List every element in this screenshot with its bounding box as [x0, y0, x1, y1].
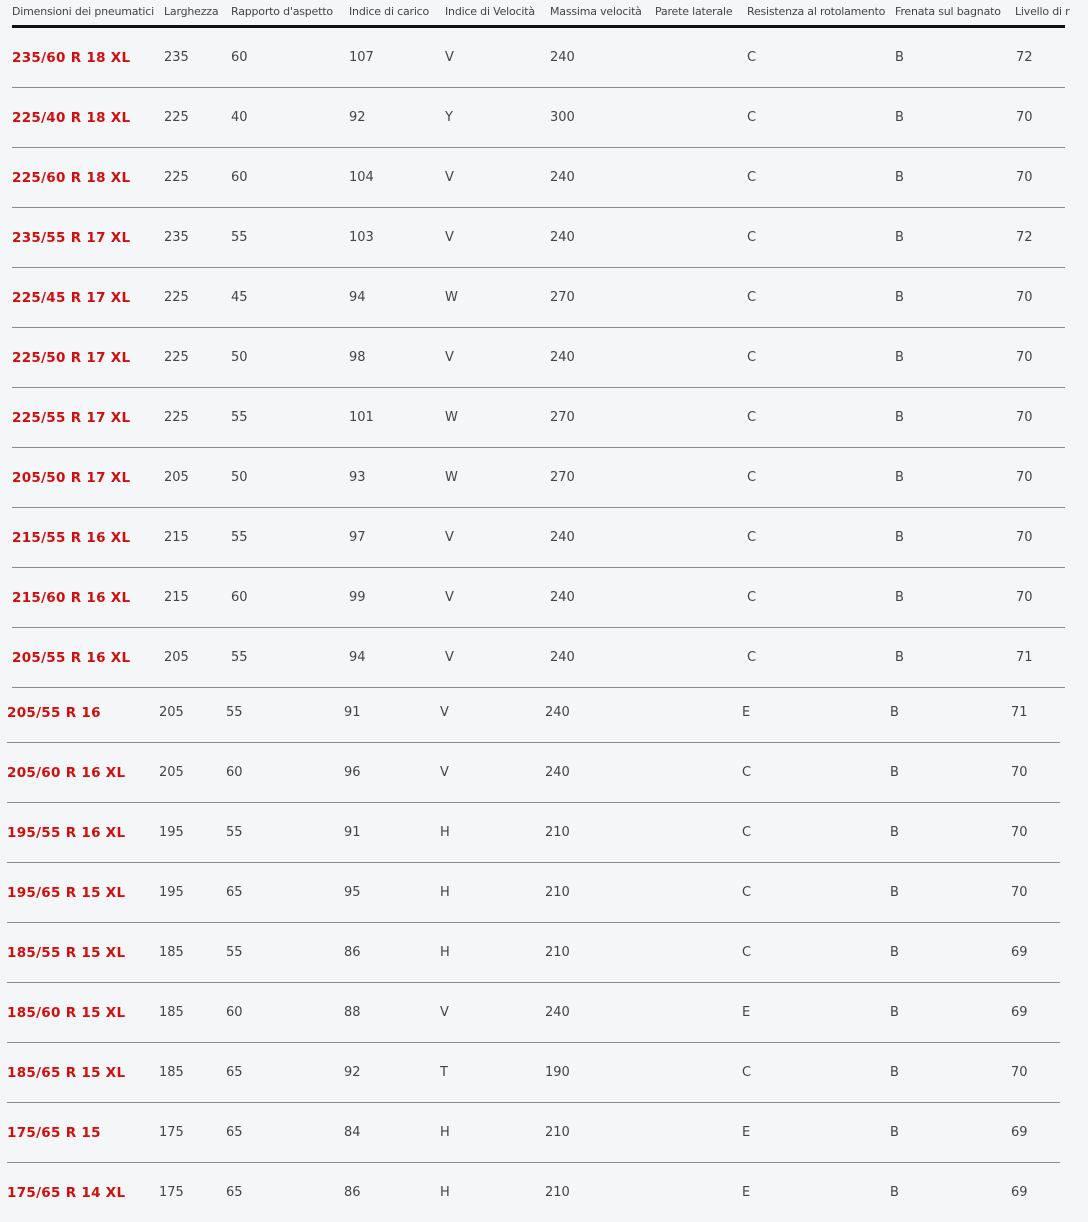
cell-larghezza: 195 — [159, 885, 184, 900]
cell-rapporto: 65 — [226, 1125, 243, 1140]
cell-larghezza: 215 — [164, 590, 189, 605]
cell-carico: 88 — [344, 1005, 361, 1020]
cell-larghezza: 185 — [159, 1005, 184, 1020]
cell-size[interactable]: 235/55 R 17 XL — [12, 230, 131, 246]
table-row — [12, 208, 1065, 268]
cell-larghezza: 225 — [164, 110, 189, 125]
cell-carico: 97 — [349, 530, 366, 545]
cell-velocita-max: 240 — [550, 590, 575, 605]
cell-rapporto: 60 — [231, 50, 248, 65]
cell-carico: 104 — [349, 170, 374, 185]
cell-frenata: B — [895, 230, 904, 245]
cell-velocita-indice: W — [445, 290, 458, 305]
cell-velocita-indice: V — [445, 590, 454, 605]
cell-frenata: B — [895, 650, 904, 665]
cell-carico: 103 — [349, 230, 374, 245]
cell-carico: 93 — [349, 470, 366, 485]
cell-frenata: B — [895, 290, 904, 305]
cell-resistenza: C — [742, 765, 752, 780]
cell-velocita-indice: Y — [445, 110, 453, 125]
cell-carico: 92 — [344, 1065, 361, 1080]
cell-size[interactable]: 205/55 R 16 XL — [12, 650, 131, 666]
cell-frenata: B — [890, 1185, 899, 1200]
cell-carico: 107 — [349, 50, 374, 65]
cell-frenata: B — [895, 590, 904, 605]
cell-rumore: 71 — [1016, 650, 1033, 665]
cell-rapporto: 60 — [231, 590, 248, 605]
cell-velocita-indice: H — [440, 1185, 450, 1200]
table-row — [7, 743, 1060, 803]
cell-rumore: 70 — [1016, 470, 1033, 485]
cell-velocita-indice: W — [445, 410, 458, 425]
cell-carico: 95 — [344, 885, 361, 900]
table-row — [7, 1043, 1060, 1103]
cell-resistenza: C — [747, 290, 757, 305]
cell-size[interactable]: 185/65 R 15 XL — [7, 1065, 126, 1081]
table-row — [7, 923, 1060, 983]
cell-frenata: B — [895, 170, 904, 185]
cell-resistenza: C — [747, 590, 757, 605]
cell-size[interactable]: 175/65 R 15 — [7, 1125, 101, 1141]
cell-resistenza: C — [747, 650, 757, 665]
cell-larghezza: 205 — [159, 705, 184, 720]
cell-velocita-indice: V — [440, 1005, 449, 1020]
cell-rapporto: 55 — [231, 230, 248, 245]
cell-rumore: 70 — [1016, 590, 1033, 605]
cell-larghezza: 205 — [159, 765, 184, 780]
cell-frenata: B — [890, 1065, 899, 1080]
table-row — [12, 328, 1065, 388]
cell-velocita-max: 240 — [550, 170, 575, 185]
table-row — [12, 148, 1065, 208]
header-dimensioni: Dimensioni dei pneumatici — [12, 5, 154, 18]
cell-velocita-indice: H — [440, 945, 450, 960]
cell-frenata: B — [895, 110, 904, 125]
cell-rumore: 69 — [1011, 1185, 1028, 1200]
cell-frenata: B — [890, 765, 899, 780]
cell-frenata: B — [890, 885, 899, 900]
cell-larghezza: 235 — [164, 50, 189, 65]
cell-carico: 99 — [349, 590, 366, 605]
cell-size[interactable]: 195/55 R 16 XL — [7, 825, 126, 841]
cell-resistenza: E — [742, 1185, 751, 1200]
cell-velocita-max: 240 — [550, 650, 575, 665]
cell-resistenza: C — [747, 350, 757, 365]
cell-velocita-max: 210 — [545, 1185, 570, 1200]
cell-rumore: 70 — [1016, 170, 1033, 185]
cell-larghezza: 205 — [164, 470, 189, 485]
cell-carico: 92 — [349, 110, 366, 125]
cell-rumore: 72 — [1016, 50, 1033, 65]
table-row — [12, 268, 1065, 328]
cell-carico: 94 — [349, 290, 366, 305]
cell-velocita-max: 240 — [550, 530, 575, 545]
cell-rumore: 70 — [1011, 825, 1028, 840]
cell-velocita-max: 240 — [550, 50, 575, 65]
cell-rumore: 69 — [1011, 945, 1028, 960]
cell-size[interactable]: 195/65 R 15 XL — [7, 885, 126, 901]
cell-resistenza: C — [747, 50, 757, 65]
cell-resistenza: C — [742, 1065, 752, 1080]
table-row — [12, 448, 1065, 508]
cell-rapporto: 60 — [231, 170, 248, 185]
cell-velocita-max: 190 — [545, 1065, 570, 1080]
cell-rapporto: 55 — [226, 705, 243, 720]
cell-resistenza: C — [742, 825, 752, 840]
cell-velocita-indice: V — [445, 350, 454, 365]
cell-size[interactable]: 205/55 R 16 — [7, 705, 101, 721]
table-row — [7, 1163, 1060, 1222]
cell-frenata: B — [895, 530, 904, 545]
header-massima-velocita: Massima velocità — [550, 5, 642, 18]
cell-rumore: 70 — [1011, 765, 1028, 780]
cell-size[interactable]: 185/55 R 15 XL — [7, 945, 126, 961]
cell-size[interactable]: 205/50 R 17 XL — [12, 470, 131, 486]
cell-larghezza: 225 — [164, 290, 189, 305]
cell-velocita-indice: V — [445, 230, 454, 245]
cell-resistenza: C — [747, 170, 757, 185]
cell-rumore: 69 — [1011, 1005, 1028, 1020]
cell-rumore: 69 — [1011, 1125, 1028, 1140]
cell-velocita-max: 210 — [545, 825, 570, 840]
cell-frenata: B — [890, 825, 899, 840]
cell-rumore: 70 — [1016, 350, 1033, 365]
cell-size[interactable]: 215/55 R 16 XL — [12, 530, 131, 546]
header-rapporto-aspetto: Rapporto d'aspetto — [231, 5, 333, 18]
cell-resistenza: C — [747, 530, 757, 545]
cell-larghezza: 175 — [159, 1125, 184, 1140]
cell-velocita-indice: T — [440, 1065, 448, 1080]
cell-rumore: 70 — [1016, 290, 1033, 305]
cell-velocita-max: 300 — [550, 110, 575, 125]
cell-velocita-max: 210 — [545, 945, 570, 960]
cell-resistenza: E — [742, 705, 751, 720]
cell-size[interactable]: 185/60 R 15 XL — [7, 1005, 126, 1021]
cell-size[interactable]: 225/55 R 17 XL — [12, 410, 131, 426]
cell-resistenza: E — [742, 1005, 751, 1020]
cell-resistenza: C — [742, 885, 752, 900]
cell-resistenza: C — [747, 470, 757, 485]
cell-carico: 84 — [344, 1125, 361, 1140]
table-header — [0, 0, 1088, 24]
cell-frenata: B — [895, 470, 904, 485]
cell-rapporto: 45 — [231, 290, 248, 305]
table-row — [7, 863, 1060, 923]
cell-velocita-indice: H — [440, 1125, 450, 1140]
cell-rapporto: 60 — [226, 765, 243, 780]
cell-larghezza: 195 — [159, 825, 184, 840]
cell-velocita-max: 240 — [545, 1005, 570, 1020]
cell-larghezza: 185 — [159, 1065, 184, 1080]
cell-rapporto: 55 — [231, 650, 248, 665]
cell-frenata: B — [895, 350, 904, 365]
cell-rapporto: 65 — [226, 1065, 243, 1080]
cell-frenata: B — [890, 1125, 899, 1140]
cell-larghezza: 225 — [164, 350, 189, 365]
header-indice-carico: Indice di carico — [349, 5, 430, 18]
header-livello-rumore: Livello di r — [1015, 5, 1070, 18]
cell-resistenza: C — [747, 230, 757, 245]
table-row — [7, 803, 1060, 863]
header-frenata-bagnato: Frenata sul bagnato — [895, 5, 1001, 18]
cell-carico: 86 — [344, 1185, 361, 1200]
table-row — [12, 88, 1065, 148]
cell-resistenza: C — [747, 110, 757, 125]
cell-velocita-indice: V — [445, 170, 454, 185]
cell-rumore: 70 — [1011, 885, 1028, 900]
table-row — [12, 28, 1065, 88]
cell-velocita-indice: V — [440, 705, 449, 720]
cell-rapporto: 55 — [231, 530, 248, 545]
cell-resistenza: C — [742, 945, 752, 960]
cell-velocita-max: 240 — [545, 765, 570, 780]
cell-carico: 96 — [344, 765, 361, 780]
cell-size[interactable]: 225/45 R 17 XL — [12, 290, 131, 306]
cell-rumore: 70 — [1016, 410, 1033, 425]
header-indice-velocita: Indice di Velocità — [445, 5, 535, 18]
cell-carico: 86 — [344, 945, 361, 960]
cell-rapporto: 60 — [226, 1005, 243, 1020]
cell-carico: 94 — [349, 650, 366, 665]
cell-velocita-max: 210 — [545, 1125, 570, 1140]
cell-velocita-max: 240 — [550, 350, 575, 365]
cell-rumore: 70 — [1016, 110, 1033, 125]
cell-carico: 101 — [349, 410, 374, 425]
cell-size[interactable]: 175/65 R 14 XL — [7, 1185, 126, 1201]
cell-size[interactable]: 215/60 R 16 XL — [12, 590, 131, 606]
cell-rumore: 71 — [1011, 705, 1028, 720]
table-row — [12, 388, 1065, 448]
cell-frenata: B — [890, 705, 899, 720]
cell-rapporto: 50 — [231, 470, 248, 485]
cell-size[interactable]: 205/60 R 16 XL — [7, 765, 126, 781]
table-row — [7, 983, 1060, 1043]
cell-velocita-indice: W — [445, 470, 458, 485]
cell-size[interactable]: 225/40 R 18 XL — [12, 110, 131, 126]
cell-carico: 91 — [344, 705, 361, 720]
cell-velocita-indice: V — [440, 765, 449, 780]
header-resistenza-rotolamento: Resistenza al rotolamento — [747, 5, 886, 18]
cell-size[interactable]: 235/60 R 18 XL — [12, 50, 131, 66]
header-larghezza: Larghezza — [164, 5, 219, 18]
cell-size[interactable]: 225/50 R 17 XL — [12, 350, 131, 366]
table-row — [7, 688, 1060, 743]
cell-size[interactable]: 225/60 R 18 XL — [12, 170, 131, 186]
cell-velocita-max: 270 — [550, 290, 575, 305]
cell-larghezza: 225 — [164, 170, 189, 185]
cell-larghezza: 205 — [164, 650, 189, 665]
cell-larghezza: 185 — [159, 945, 184, 960]
cell-rumore: 70 — [1011, 1065, 1028, 1080]
cell-frenata: B — [890, 945, 899, 960]
cell-frenata: B — [895, 410, 904, 425]
cell-rumore: 72 — [1016, 230, 1033, 245]
cell-larghezza: 225 — [164, 410, 189, 425]
cell-rumore: 70 — [1016, 530, 1033, 545]
cell-velocita-indice: H — [440, 885, 450, 900]
cell-resistenza: C — [747, 410, 757, 425]
header-parete-laterale: Parete laterale — [655, 5, 733, 18]
cell-larghezza: 235 — [164, 230, 189, 245]
cell-rapporto: 55 — [226, 825, 243, 840]
cell-rapporto: 55 — [226, 945, 243, 960]
cell-velocita-max: 240 — [545, 705, 570, 720]
table-row — [12, 628, 1065, 688]
cell-velocita-max: 240 — [550, 230, 575, 245]
cell-rapporto: 40 — [231, 110, 248, 125]
cell-velocita-max: 210 — [545, 885, 570, 900]
cell-frenata: B — [895, 50, 904, 65]
cell-resistenza: E — [742, 1125, 751, 1140]
cell-velocita-indice: H — [440, 825, 450, 840]
cell-velocita-max: 270 — [550, 410, 575, 425]
cell-rapporto: 65 — [226, 1185, 243, 1200]
table-row — [12, 568, 1065, 628]
cell-larghezza: 215 — [164, 530, 189, 545]
cell-velocita-indice: V — [445, 650, 454, 665]
cell-larghezza: 175 — [159, 1185, 184, 1200]
table-row — [7, 1103, 1060, 1163]
cell-frenata: B — [890, 1005, 899, 1020]
cell-velocita-indice: V — [445, 530, 454, 545]
cell-velocita-indice: V — [445, 50, 454, 65]
cell-carico: 98 — [349, 350, 366, 365]
cell-rapporto: 65 — [226, 885, 243, 900]
cell-rapporto: 55 — [231, 410, 248, 425]
table-row — [12, 508, 1065, 568]
cell-carico: 91 — [344, 825, 361, 840]
cell-velocita-max: 270 — [550, 470, 575, 485]
cell-rapporto: 50 — [231, 350, 248, 365]
